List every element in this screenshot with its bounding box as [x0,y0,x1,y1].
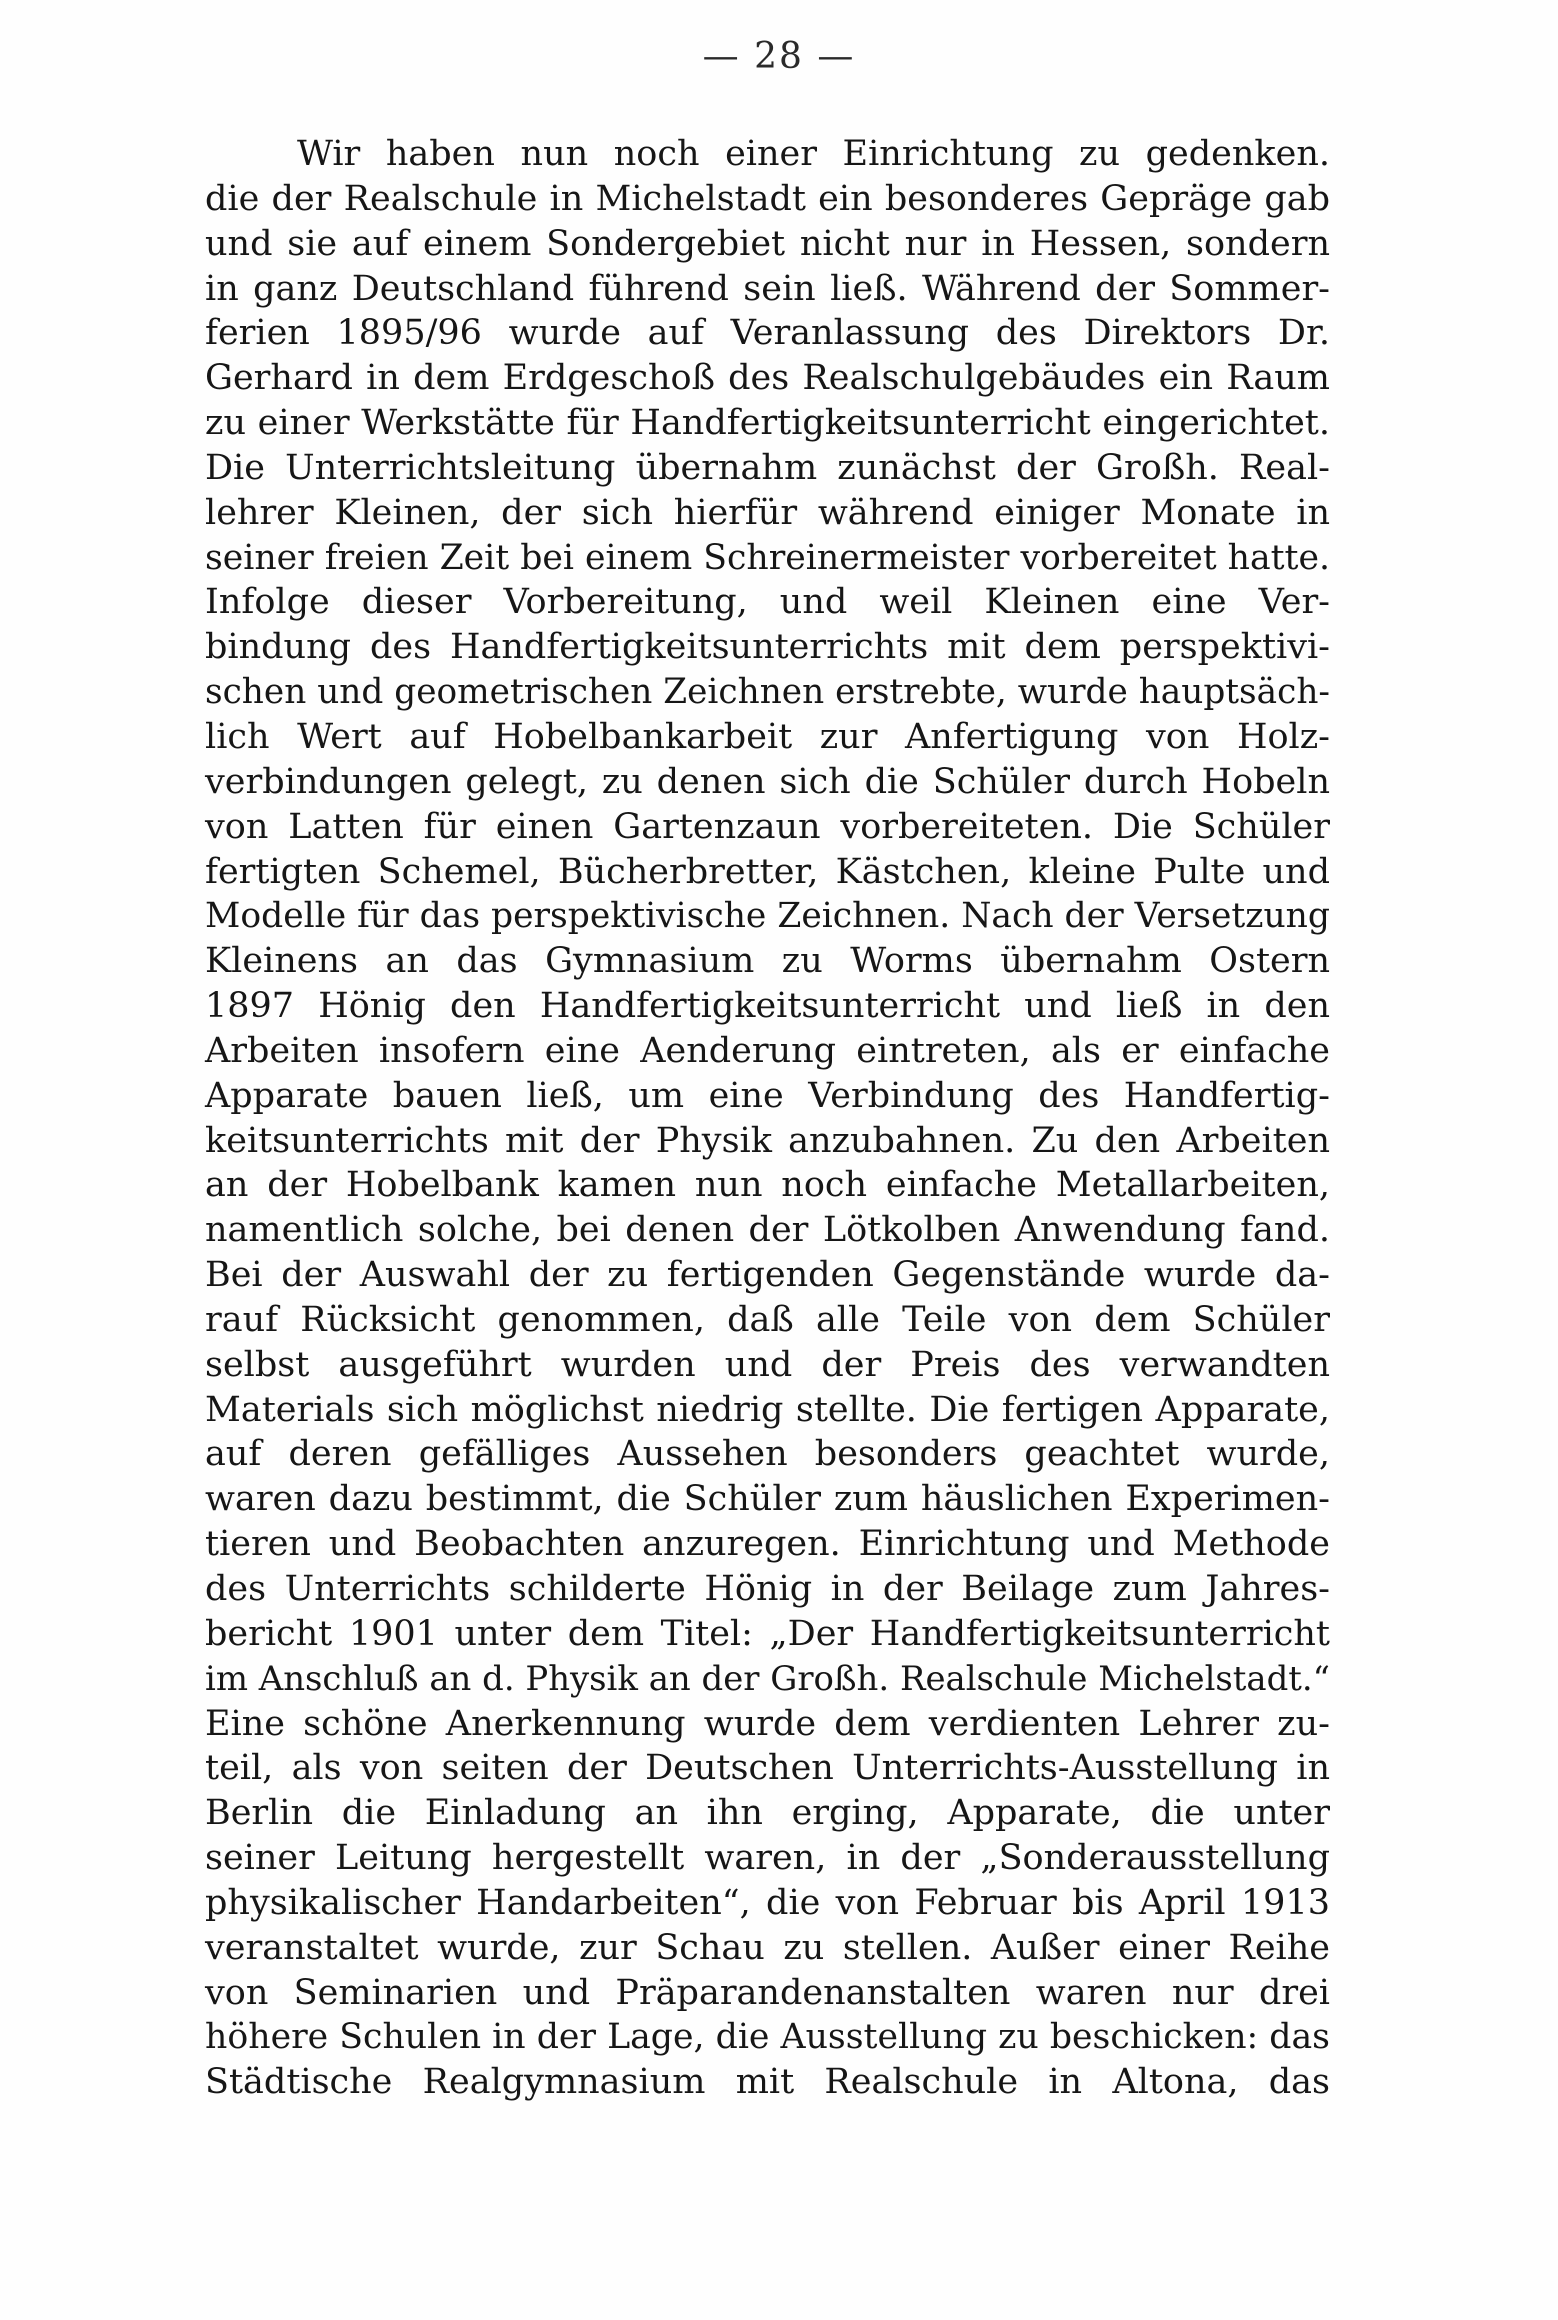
text-line: bindung des Handfertigkeitsunterrichts mit dem perspektivi- [205,627,1330,668]
text-line: keitsunterrichts mit der Physik anzubahnen. Zu den Arbeiten [205,1120,1330,1161]
text-line: tieren und Beobachten anzuregen. Einrichtung und Methode [205,1524,1330,1565]
text-line: fertigten Schemel, Bücherbretter, Kästchen, kleine Pulte und [205,851,1330,892]
text-line: im Anschluß an d. Physik an der Großh. Realschule Michelstadt.“ [205,1658,1330,1698]
text-line: Arbeiten insofern eine Aenderung eintreten, als er einfache [205,1030,1330,1071]
text-line: physikalischer Handarbeiten“, die von Februar bis April 1913 [205,1882,1330,1923]
text-line: veranstaltet wurde, zur Schau zu stellen. Außer einer Reihe [205,1927,1330,1968]
text-line: Städtische Realgymnasium mit Realschule in Altona, das [205,2062,1330,2103]
text-line: Bei der Auswahl der zu fertigenden Gegenstände wurde da- [205,1255,1330,1296]
text-line: teil, als von seiten der Deutschen Unterrichts-Ausstellung in [205,1748,1330,1789]
text-line: von Seminarien und Präparandenanstalten waren nur drei [205,1972,1330,2013]
text-line: die der Realschule in Michelstadt ein besonderes Gepräge gab [205,178,1330,219]
text-line: Materials sich möglichst niedrig stellte. Die fertigen Apparate, [205,1389,1330,1430]
text-line: Berlin die Einladung an ihn erging, Apparate, die unter [205,1793,1330,1834]
text-line: höhere Schulen in der Lage, die Ausstellung zu beschicken: das [205,2017,1330,2058]
text-line: seiner Leitung hergestellt waren, in der „Sonderausstellung [205,1838,1330,1879]
text-line: waren dazu bestimmt, die Schüler zum häuslichen Experimen- [205,1479,1330,1520]
text-line: Modelle für das perspektivische Zeichnen. Nach der Versetzung [205,896,1330,937]
text-line: Kleinens an das Gymnasium zu Worms übernahm Ostern [205,941,1330,982]
text-line: bericht 1901 unter dem Titel: „Der Handfertigkeitsunterricht [205,1613,1330,1654]
text-line: Gerhard in dem Erdgeschoß des Realschulgebäudes ein Raum [205,358,1330,399]
text-line: verbindungen gelegt, zu denen sich die Schüler durch Hobeln [205,761,1330,802]
text-line: selbst ausgeführt wurden und der Preis des verwandten [205,1344,1330,1385]
text-line: von Latten für einen Gartenzaun vorbereiteten. Die Schüler [205,806,1330,847]
page-number: — 28 — [702,36,856,77]
text-line: schen und geometrischen Zeichnen erstrebte, wurde hauptsäch- [205,672,1330,713]
text-line: an der Hobelbank kamen nun noch einfache Metallarbeiten, [205,1165,1330,1206]
text-line: und sie auf einem Sondergebiet nicht nur in Hessen, sondern [205,223,1330,264]
text-line: auf deren gefälliges Aussehen besonders geachtet wurde, [205,1434,1330,1475]
text-line: 1897 Hönig den Handfertigkeitsunterricht und ließ in den [205,986,1330,1027]
text-line: des Unterrichts schilderte Hönig in der Beilage zum Jahres- [205,1569,1330,1609]
text-line: Apparate bauen ließ, um eine Verbindung des Handfertig- [205,1075,1330,1116]
text-line: Eine schöne Anerkennung wurde dem verdienten Lehrer zu- [205,1703,1330,1744]
text-line: rauf Rücksicht genommen, daß alle Teile von dem Schüler [205,1299,1330,1340]
text-line: Infolge dieser Vorbereitung, und weil Kleinen eine Ver- [205,582,1330,623]
text-line: namentlich solche, bei denen der Lötkolben Anwendung fand. [205,1210,1330,1251]
body-text [205,132,1330,2105]
text-line: lich Wert auf Hobelbankarbeit zur Anfertigung von Holz- [205,716,1330,757]
text-line: in ganz Deutschland führend sein ließ. Während der Sommer- [205,268,1330,309]
text-line: ferien 1895/96 wurde auf Veranlassung des Direktors Dr. [205,313,1330,354]
text-line: Wir haben nun noch einer Einrichtung zu gedenken. [297,134,1330,174]
text-line: seiner freien Zeit bei einem Schreinermeister vorbereitet hatte. [205,537,1330,578]
text-line: Die Unterrichtsleitung übernahm zunächst der Großh. Real- [205,447,1330,488]
text-line: lehrer Kleinen, der sich hierfür während einiger Monate in [205,492,1330,533]
text-line: zu einer Werkstätte für Handfertigkeitsunterricht eingerichtet. [205,403,1330,444]
